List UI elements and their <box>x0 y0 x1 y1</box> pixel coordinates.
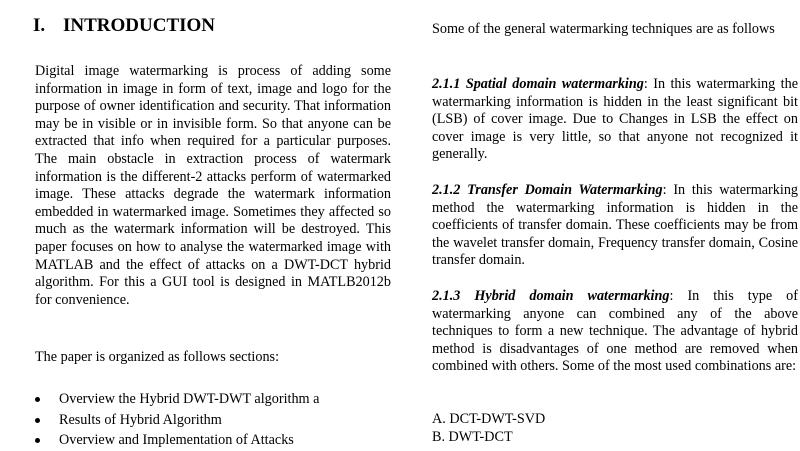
list-item-text: Results of Hybrid Algorithm <box>59 411 222 428</box>
combination-item: A. DCT-DWT-SVD <box>432 411 546 427</box>
subsection-text: : In this watermarking the watermarking information is hidden in the least significant bit (LSB) of cover image. Due to Changes in LSB the effect on cover image is very little, so that anyone not recognized it generally. <box>432 76 798 163</box>
spatial-domain-paragraph <box>432 76 798 164</box>
subsection-title: 2.1.3 Hybrid domain watermarking <box>432 288 670 304</box>
section-heading <box>33 14 215 38</box>
list-item-text: Overview the Hybrid DWT-DWT algorithm a <box>59 391 320 407</box>
list-item <box>33 430 393 451</box>
techniques-intro: Some of the general watermarking techniques are as follows <box>432 21 775 37</box>
subsection-text: : In this watermarking method the watermarking information is hidden in the coefficients of transfer domain. These coefficients may be from the wavelet transfer domain, Frequency transfer domain, Cosine transfer domain. <box>432 182 799 269</box>
subsection-title: 2.1.2 Transfer Domain Watermarking <box>432 182 663 198</box>
section-number: I. <box>33 15 46 36</box>
bullet-icon <box>35 438 40 443</box>
combinations-list <box>432 411 798 446</box>
bullet-icon <box>35 418 40 423</box>
list-item <box>33 389 393 410</box>
organization-paragraph: The paper is organized as follows sections: <box>35 349 280 365</box>
subsection-text: : In this type of watermarking anyone can combined any of the above techniques to form a new technique. The advantage of hybrid method is disadvantages of one method are removed when combined with others. Some of the most used combinations are: <box>432 288 798 375</box>
intro-paragraph: Digital image watermarking is process of adding some information in image in form of text, image and logo for the purpose of owner identification and security. That information may be in visible or in invisible form. So that anyone can be extracted that info when required for a particular purposes. The main obstacle in extraction process of watermark information is the different-2 attacks perform of watermarked image. These attacks degrade the watermark information embedded in watermarked image. Sometimes they affected so much as the watermark information will be destroyed. This paper focuses on how to analyse the watermarked image with MATLAB and the effect of attacks on a DWT-DCT hybrid algorithm. For this a GUI tool is designed in MATLB2012b for convenience. <box>35 63 391 308</box>
section-title: INTRODUCTION <box>63 15 216 36</box>
bullet-icon <box>35 397 40 402</box>
transfer-domain-paragraph <box>432 182 798 270</box>
combination-item: B. DWT-DCT <box>432 428 513 445</box>
list-item-text: Overview and Implementation of Attacks <box>59 432 294 448</box>
hybrid-domain-paragraph <box>432 288 798 376</box>
subsection-title: 2.1.1 Spatial domain watermarking <box>432 76 644 92</box>
section-outline-list <box>33 389 393 451</box>
list-item <box>33 410 393 431</box>
